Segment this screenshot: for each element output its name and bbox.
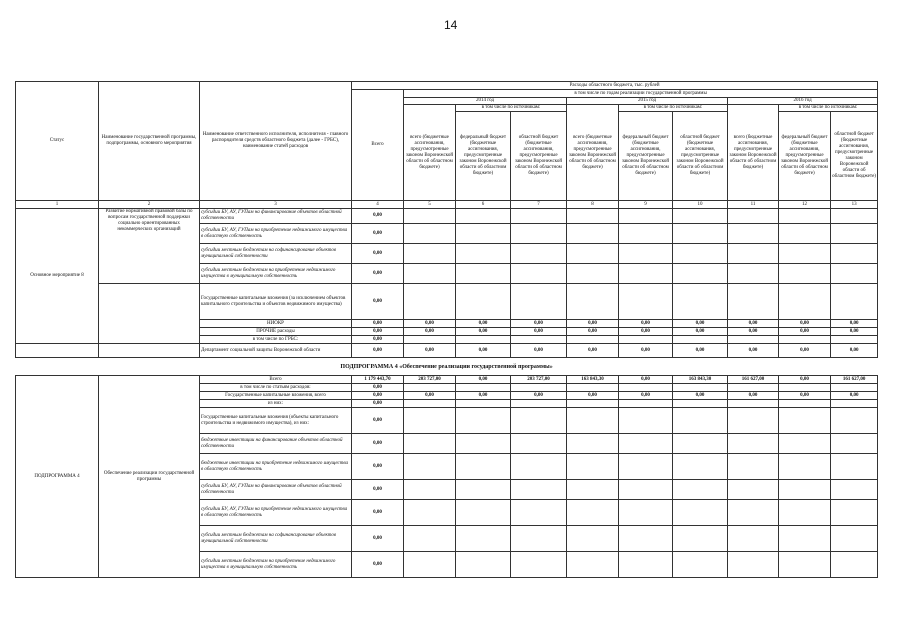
empty-cell [779, 336, 831, 344]
empty-cell [404, 500, 456, 526]
col-num: 12 [779, 201, 831, 209]
empty-cell [456, 224, 511, 244]
value-cell: 0,00 [567, 320, 619, 328]
empty-cell [779, 480, 831, 500]
empty-cell [404, 400, 456, 408]
block2-name: Обеспечение реализации государственной программы [99, 376, 200, 578]
value-cell: 0,00 [352, 408, 404, 434]
empty-cell [567, 526, 619, 552]
empty-cell [779, 434, 831, 454]
empty-cell [673, 264, 728, 284]
block2-total-label: Всего [200, 376, 352, 384]
empty-cell [673, 454, 728, 480]
empty-cell [831, 434, 878, 454]
empty-cell [619, 244, 673, 264]
empty-cell [511, 264, 567, 284]
value-cell: 0,00 [404, 392, 456, 400]
empty-cell [619, 454, 673, 480]
empty-cell [779, 408, 831, 434]
empty-cell [456, 500, 511, 526]
empty-cell [456, 209, 511, 224]
empty-cell [728, 454, 779, 480]
value-cell: 0,00 [779, 392, 831, 400]
value-cell: 0,00 [673, 328, 728, 336]
col-num: 4 [352, 201, 404, 209]
empty-cell [728, 264, 779, 284]
empty-cell [831, 480, 878, 500]
empty-cell [511, 336, 567, 344]
value-cell: 0,00 [728, 320, 779, 328]
empty-cell [728, 209, 779, 224]
empty-cell [567, 480, 619, 500]
value-cell: 161 627,00 [728, 376, 779, 384]
value-cell: 0,00 [352, 526, 404, 552]
empty-cell [831, 209, 878, 224]
header-year-2014: 2014 год [404, 98, 567, 105]
header-executor: Наименование ответственного исполнителя, исполнителя - главного распорядителя средств областного бюджета (далее - ГРБС), наименование статей расходов [200, 82, 352, 201]
value-cell: 203 727,00 [404, 376, 456, 384]
empty-cell [619, 480, 673, 500]
value-cell: 0,00 [567, 328, 619, 336]
value-cell: 0,00 [352, 454, 404, 480]
empty-cell [404, 526, 456, 552]
block1-row-label: Департамент социальной защиты Воронежской области [200, 344, 352, 358]
empty-cell [567, 384, 619, 392]
value-cell: 0,00 [673, 392, 728, 400]
header-total: Всего [352, 90, 404, 201]
value-cell: 0,00 [404, 320, 456, 328]
empty-cell [673, 500, 728, 526]
empty-cell [728, 244, 779, 264]
empty-cell [673, 526, 728, 552]
col-num: 6 [456, 201, 511, 209]
value-cell: 161 627,00 [831, 376, 878, 384]
empty-cell [456, 480, 511, 500]
value-cell: 0,00 [831, 320, 878, 328]
header-sources-2015: в том числе по источникам: [619, 105, 728, 112]
empty-cell [831, 224, 878, 244]
value-cell: 0,00 [728, 344, 779, 358]
value-cell: 0,00 [779, 344, 831, 358]
col-num: 13 [831, 201, 878, 209]
empty-cell [831, 454, 878, 480]
header-sources-2016: в том числе по источникам: [779, 105, 878, 112]
empty-cell [831, 336, 878, 344]
empty-cell [619, 264, 673, 284]
value-cell: 0,00 [352, 500, 404, 526]
empty-cell [673, 336, 728, 344]
header-year-2015: 2015 год [567, 98, 728, 105]
block1-row-value: 0,00 [352, 328, 404, 336]
empty-cell [456, 264, 511, 284]
empty-cell [619, 500, 673, 526]
empty-cell [99, 344, 200, 358]
value-cell: 0,00 [456, 320, 511, 328]
header-regional-2015: областной бюджет (бюджетные ассигнования, предусмотренные законом Воронежской области об областном бюджете) [673, 112, 728, 201]
block1-row-value: 0,00 [352, 224, 404, 244]
empty-cell [619, 400, 673, 408]
block1-row-value: 0,00 [352, 244, 404, 264]
empty-cell [619, 526, 673, 552]
block2-row-label: субсидии местным бюджетам на приобретение недвижимого имущества в муниципальную собственность [200, 552, 352, 578]
empty-cell [831, 408, 878, 434]
block2-row-label: субсидии БУ, АУ, ГУПам на финансирование объектов областной собственности [200, 480, 352, 500]
block1-row-label: в том числе по ГРБС: [200, 336, 352, 344]
empty-cell [728, 434, 779, 454]
value-cell: 0,00 [619, 328, 673, 336]
empty-cell [779, 264, 831, 284]
value-cell: 0,00 [567, 344, 619, 358]
empty-cell [567, 244, 619, 264]
value-cell: 163 843,30 [673, 376, 728, 384]
col-num: 9 [619, 201, 673, 209]
empty-cell [779, 224, 831, 244]
header-federal-2016: федеральный бюджет (бюджетные ассигнования, предусмотренные законом Воронежской области об областном бюджете) [779, 112, 831, 201]
block1-row-value: 0,00 [352, 320, 404, 328]
value-cell: 0,00 [456, 344, 511, 358]
empty-cell [673, 244, 728, 264]
header-regional-2014: областной бюджет (бюджетные ассигнования, предусмотренные законом Воронежской области об областном бюджете) [511, 112, 567, 201]
value-cell: 203 727,00 [511, 376, 567, 384]
empty-cell [779, 284, 831, 320]
empty-cell [619, 408, 673, 434]
header-federal-2015: федеральный бюджет (бюджетные ассигнования, предусмотренные законом Воронежской области об областном бюджете) [619, 112, 673, 201]
block2-status: ПОДПРОГРАММА 4 [16, 376, 99, 578]
empty-cell [567, 284, 619, 320]
block1-row-value: 0,00 [352, 336, 404, 344]
value-cell: 0,00 [619, 392, 673, 400]
empty-cell [619, 336, 673, 344]
empty-cell [728, 284, 779, 320]
page-number: 14 [444, 18, 458, 32]
value-cell: 0,00 [352, 400, 404, 408]
empty-cell [831, 526, 878, 552]
empty-cell [779, 526, 831, 552]
empty-cell [779, 500, 831, 526]
value-cell: 0,00 [352, 480, 404, 500]
empty-cell [831, 384, 878, 392]
empty-cell [456, 384, 511, 392]
block2-row-label: Государственные капитальные вложения, всего [200, 392, 352, 400]
empty-cell [456, 400, 511, 408]
col-num: 5 [404, 201, 456, 209]
block2-total-value: 1 179 443,70 [352, 376, 404, 384]
block2-row-label: бюджетные инвестиции на финансирование объектов областной собственности [200, 434, 352, 454]
block1-row-label: субсидии местным бюджетам на приобретение недвижимого имущества в муниципальную собственность [200, 264, 352, 284]
value-cell: 0,00 [728, 392, 779, 400]
col-num: 7 [511, 201, 567, 209]
subprogram-title: ПОДПРОГРАММА 4 «Обеспечение реализации государственной программы» [340, 363, 553, 370]
empty-cell [404, 454, 456, 480]
block1-row-label: субсидии БУ, АУ, ГУПам на финансирование объектов областной собственности [200, 209, 352, 224]
budget-table [15, 81, 878, 578]
col-num: 2 [99, 201, 200, 209]
value-cell: 0,00 [619, 344, 673, 358]
col-num: 10 [673, 201, 728, 209]
empty-cell [511, 400, 567, 408]
empty-cell [831, 244, 878, 264]
empty-cell [831, 284, 878, 320]
col-num: 8 [567, 201, 619, 209]
block1-row-label: НИОКР [200, 320, 352, 328]
empty-cell [404, 336, 456, 344]
value-cell: 163 843,30 [567, 376, 619, 384]
empty-cell [567, 408, 619, 434]
empty-cell [456, 434, 511, 454]
empty-cell [404, 384, 456, 392]
empty-cell [728, 400, 779, 408]
empty-cell [567, 434, 619, 454]
empty-cell [728, 526, 779, 552]
block2-row-label: бюджетные инвестиции на приобретение недвижимого имущества в областную собственность [200, 454, 352, 480]
empty-cell [728, 500, 779, 526]
value-cell: 0,00 [511, 328, 567, 336]
empty-cell [404, 480, 456, 500]
value-cell: 0,00 [779, 320, 831, 328]
empty-cell [619, 209, 673, 224]
empty-cell [779, 384, 831, 392]
empty-cell [511, 552, 567, 578]
empty-cell [831, 264, 878, 284]
value-cell: 0,00 [779, 328, 831, 336]
empty-cell [673, 209, 728, 224]
empty-cell [511, 408, 567, 434]
header-status: Статус [16, 82, 99, 201]
value-cell: 0,00 [673, 320, 728, 328]
empty-cell [619, 284, 673, 320]
empty-cell [619, 384, 673, 392]
empty-cell [511, 284, 567, 320]
header-year-2016: 2016 год [728, 98, 878, 105]
empty-cell [831, 552, 878, 578]
header-all-2016: всего (бюджетные ассигнования, предусмотренные законом Воронежской области об областном бюджете) [728, 105, 779, 201]
empty-cell [673, 400, 728, 408]
empty-cell [511, 244, 567, 264]
empty-cell [511, 384, 567, 392]
value-cell: 0,00 [511, 344, 567, 358]
empty-cell [511, 209, 567, 224]
empty-cell [728, 552, 779, 578]
block1-row-label: Государственные капитальные вложения (за исключением объектов капитального строительства и объектов недвижимого имущества) [200, 284, 352, 320]
block1-row-value: 0,00 [352, 284, 404, 320]
block1-row-label: субсидии БУ, АУ, ГУПам на приобретение недвижимого имущества в областную собственность [200, 224, 352, 244]
empty-cell [456, 526, 511, 552]
value-cell: 0,00 [619, 376, 673, 384]
empty-cell [404, 552, 456, 578]
empty-cell [404, 408, 456, 434]
value-cell: 0,00 [511, 320, 567, 328]
value-cell: 0,00 [779, 376, 831, 384]
value-cell: 0,00 [511, 392, 567, 400]
empty-cell [404, 264, 456, 284]
value-cell: 0,00 [831, 328, 878, 336]
empty-cell [456, 284, 511, 320]
col-num: 1 [16, 201, 99, 209]
value-cell: 0,00 [404, 344, 456, 358]
empty-cell [511, 224, 567, 244]
empty-cell [831, 500, 878, 526]
header-all-2014: всего (бюджетные ассигнования, предусмотренные законом Воронежской области об областном бюджете) [404, 105, 456, 201]
block1-row-value: 0,00 [352, 344, 404, 358]
value-cell: 0,00 [404, 328, 456, 336]
empty-cell [779, 244, 831, 264]
empty-cell [456, 454, 511, 480]
value-cell: 0,00 [619, 320, 673, 328]
value-cell: 0,00 [456, 392, 511, 400]
header-federal-2014: федеральный бюджет (бюджетные ассигнования, предусмотренные законом Воронежской области об областном бюджете) [456, 112, 511, 201]
empty-cell [567, 500, 619, 526]
value-cell: 0,00 [831, 392, 878, 400]
empty-cell [456, 552, 511, 578]
empty-cell [404, 284, 456, 320]
empty-cell [16, 344, 99, 358]
header-sources-2014: в том числе по источникам: [456, 105, 567, 112]
empty-cell [673, 434, 728, 454]
empty-cell [404, 244, 456, 264]
block1-name: Развитие нормативной правовой базы по вопросам государственной поддержки социально ориентированных некоммерческих организаций [99, 209, 200, 284]
block1-status: Основное мероприятие 8 [16, 209, 99, 344]
block2-row-label: субсидии местным бюджетам на софинансирование объектов муниципальной собственности [200, 526, 352, 552]
empty-cell [511, 500, 567, 526]
empty-cell [673, 224, 728, 244]
empty-cell [728, 480, 779, 500]
value-cell: 0,00 [352, 392, 404, 400]
value-cell: 0,00 [456, 376, 511, 384]
empty-cell [779, 209, 831, 224]
col-num: 3 [200, 201, 352, 209]
empty-cell [511, 480, 567, 500]
value-cell: 0,00 [567, 392, 619, 400]
empty-cell [779, 552, 831, 578]
empty-cell [619, 224, 673, 244]
empty-cell [728, 408, 779, 434]
empty-cell [511, 454, 567, 480]
empty-cell [728, 384, 779, 392]
empty-cell [567, 209, 619, 224]
empty-cell [673, 480, 728, 500]
empty-cell [728, 336, 779, 344]
empty-cell [456, 336, 511, 344]
empty-cell [456, 244, 511, 264]
block2-row-label: в том числе по статьям расходов: [200, 384, 352, 392]
empty-cell [673, 408, 728, 434]
empty-cell [511, 434, 567, 454]
value-cell: 0,00 [352, 552, 404, 578]
empty-cell [404, 209, 456, 224]
empty-cell [567, 224, 619, 244]
empty-cell [831, 400, 878, 408]
empty-cell [567, 400, 619, 408]
value-cell: 0,00 [728, 328, 779, 336]
header-program-name: Наименование государственной программы, подпрограммы, основного мероприятия [99, 82, 200, 201]
empty-cell [456, 408, 511, 434]
empty-cell [673, 384, 728, 392]
block1-row-label: ПРОЧИЕ расходы [200, 328, 352, 336]
empty-cell [567, 336, 619, 344]
empty-cell [779, 454, 831, 480]
block1-row-value: 0,00 [352, 264, 404, 284]
value-cell: 0,00 [352, 384, 404, 392]
empty-cell [728, 224, 779, 244]
block1-row-value: 0,00 [352, 209, 404, 224]
header-expenses: Расходы областного бюджета, тыс. рублей [352, 82, 878, 90]
value-cell: 0,00 [456, 328, 511, 336]
block2-row-label: субсидии БУ, АУ, ГУПам на приобретение недвижимого имущества в областную собственность [200, 500, 352, 526]
empty-cell [673, 284, 728, 320]
empty-cell [567, 454, 619, 480]
empty-cell [404, 224, 456, 244]
empty-cell [619, 434, 673, 454]
empty-cell [404, 434, 456, 454]
empty-cell [619, 552, 673, 578]
empty-cell [673, 552, 728, 578]
header-by-years: в том числе по годам реализации государственной программы [404, 90, 878, 98]
col-num: 11 [728, 201, 779, 209]
block2-row-label: из них: [200, 400, 352, 408]
empty-cell [567, 552, 619, 578]
value-cell: 0,00 [831, 344, 878, 358]
header-regional-2016: областной бюджет (бюджетные ассигнования, предусмотренные законом Воронежской области об областном бюджете) [831, 112, 878, 201]
empty-cell [99, 284, 200, 344]
empty-cell [567, 264, 619, 284]
empty-cell [511, 526, 567, 552]
block2-row-label: Государственные капитальные вложения (объекты капитального строительства и недвижимого имущества), из них: [200, 408, 352, 434]
block1-row-label: субсидии местным бюджетам на софинансирование объектов муниципальной собственности [200, 244, 352, 264]
header-all-2015: всего (бюджетные ассигнования, предусмотренные законом Воронежской области об областном бюджете) [567, 105, 619, 201]
value-cell: 0,00 [352, 434, 404, 454]
empty-cell [779, 400, 831, 408]
value-cell: 0,00 [673, 344, 728, 358]
